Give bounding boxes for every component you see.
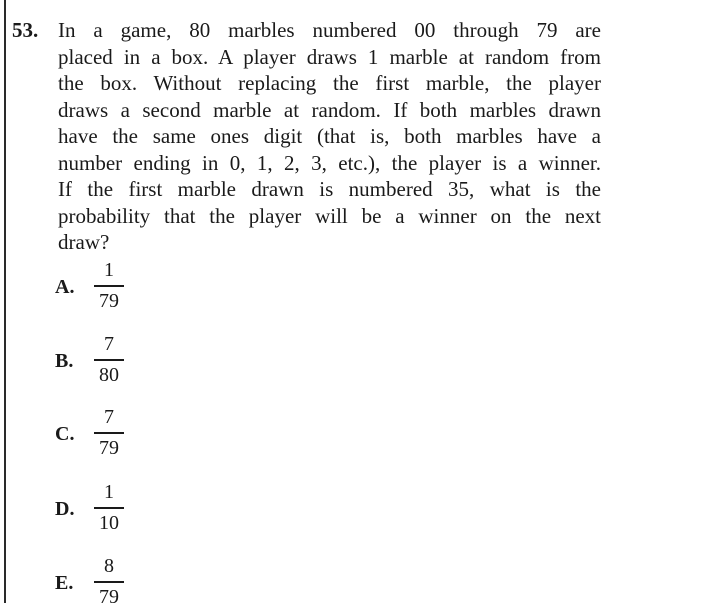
question-line: number ending in 0, 1, 2, 3, etc.), the player is a winner. — [58, 150, 601, 175]
question-line: the box. Without replacing the first marble, the player — [58, 71, 601, 95]
fraction-denominator: 79 — [99, 289, 119, 312]
fraction-denominator: 79 — [99, 585, 119, 608]
question-line: probability that the player will be a winner on the next — [58, 203, 601, 228]
answer-choice-c[interactable] — [55, 405, 175, 465]
answer-choice-b[interactable] — [55, 332, 175, 392]
fraction-numerator: 1 — [104, 481, 114, 503]
choice-fraction — [94, 258, 124, 313]
fraction-bar — [94, 507, 124, 509]
choice-fraction — [94, 405, 124, 460]
choice-letter: B. — [55, 350, 74, 372]
fraction-bar — [94, 432, 124, 434]
question-block — [12, 17, 602, 256]
fraction-bar — [94, 359, 124, 361]
choice-letter: D. — [55, 498, 75, 520]
fraction-bar — [94, 285, 124, 287]
fraction-numerator: 8 — [104, 555, 114, 577]
choice-fraction — [94, 480, 124, 535]
answer-choice-d[interactable] — [55, 480, 175, 540]
page-left-border — [4, 0, 6, 603]
fraction-denominator: 80 — [99, 363, 119, 386]
question-line: placed in a box. A player draws 1 marble at random from — [58, 44, 601, 69]
fraction-bar — [94, 581, 124, 583]
question-line: have the same ones digit (that is, both marbles have a — [58, 124, 601, 148]
answer-choice-a[interactable] — [55, 258, 175, 318]
answer-choice-e[interactable] — [55, 554, 175, 614]
fraction-numerator: 7 — [104, 406, 114, 428]
fraction-denominator: 10 — [99, 511, 119, 534]
question-text — [58, 17, 601, 256]
question-line: draw? — [58, 230, 110, 254]
choice-letter: A. — [55, 276, 75, 298]
question-line: In a game, 80 marbles numbered 00 through 79 are — [58, 18, 601, 42]
fraction-numerator: 7 — [104, 333, 114, 355]
choice-fraction — [94, 554, 124, 609]
choice-letter: E. — [55, 572, 74, 594]
question-line: If the first marble drawn is numbered 35, what is the — [58, 177, 601, 201]
choice-letter: C. — [55, 423, 75, 445]
fraction-numerator: 1 — [104, 259, 114, 281]
choice-fraction — [94, 332, 124, 387]
question-number: 53. — [12, 18, 39, 42]
question-line: draws a second marble at random. If both marbles drawn — [58, 97, 601, 122]
fraction-denominator: 79 — [99, 436, 119, 459]
